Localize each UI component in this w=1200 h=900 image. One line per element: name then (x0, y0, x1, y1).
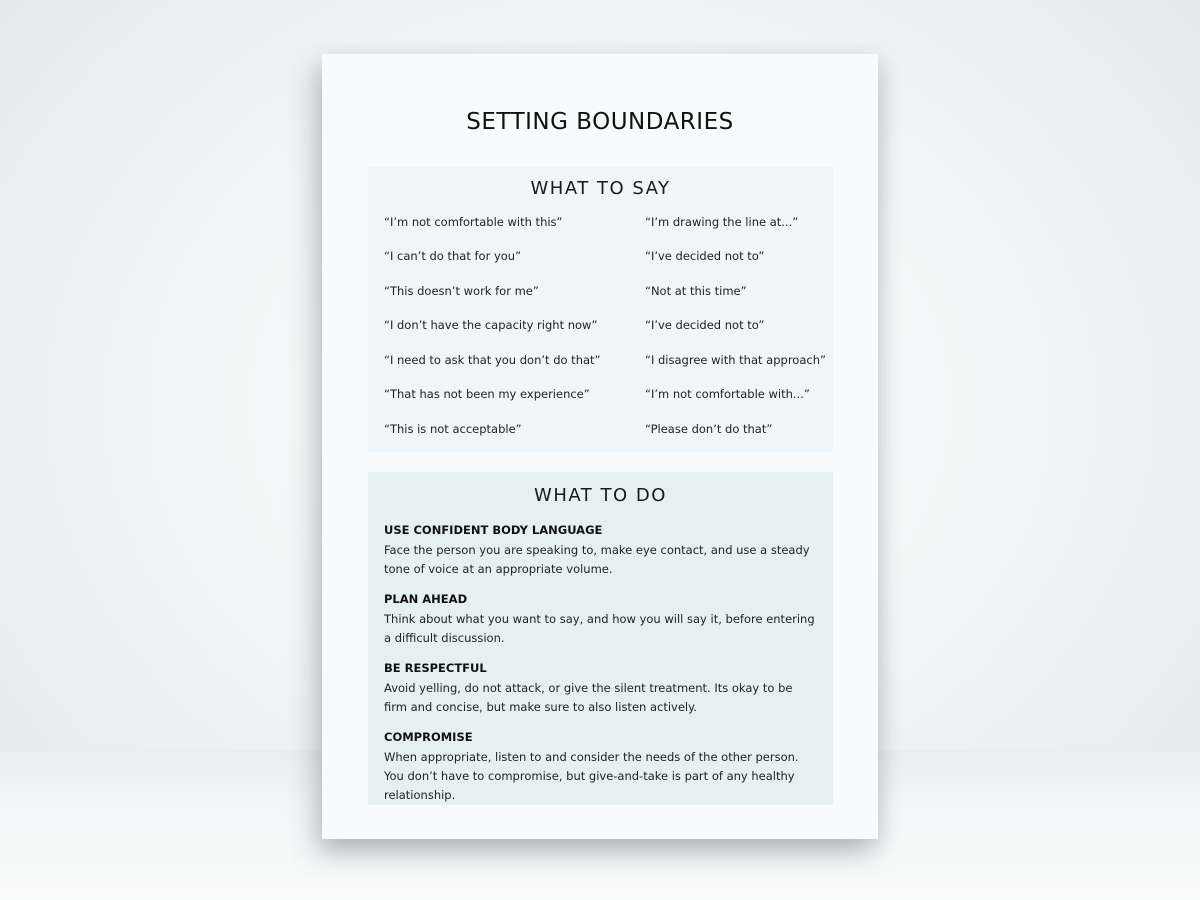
tip-body: Face the person you are speaking to, make eye contact, and use a steady tone of voice at an appropriate volume. (384, 543, 810, 576)
phrase-right-6: “I’m not comfortable with...” (645, 387, 810, 401)
tip-title: BE RESPECTFUL (384, 661, 487, 675)
phrase-right-4: “I’ve decided not to” (645, 318, 765, 332)
tip-plan-ahead (384, 592, 816, 648)
phrase-left-2: “I can’t do that for you” (384, 249, 522, 263)
tip-body: Avoid yelling, do not attack, or give the silent treatment. Its okay to be firm and concise, but make sure to also listen actively. (384, 681, 793, 714)
tip-be-respectful (384, 661, 816, 717)
what-to-do-heading: WHAT TO DO (534, 485, 667, 506)
phrase-left-1: “I’m not comfortable with this” (384, 215, 563, 229)
phrase-right-5: “I disagree with that approach” (645, 353, 826, 367)
tip-body: When appropriate, listen to and consider the needs of the other person. You don’t have to compromise, but give-and-take is part of any healthy relationship. (384, 750, 799, 802)
tip-title: COMPROMISE (384, 730, 473, 744)
phrase-left-6: “That has not been my experience” (384, 387, 590, 401)
page-title: SETTING BOUNDARIES (466, 109, 734, 135)
phrase-right-2: “I’ve decided not to” (645, 249, 765, 263)
tip-body: Think about what you want to say, and how you will say it, before entering a difficult discussion. (384, 612, 815, 645)
phrase-right-7: “Please don’t do that” (645, 422, 773, 436)
phrase-right-3: “Not at this time” (645, 284, 747, 298)
worksheet-page (322, 54, 878, 839)
phrase-left-7: “This is not acceptable” (384, 422, 522, 436)
tip-title: PLAN AHEAD (384, 592, 468, 606)
phrase-left-3: “This doesn’t work for me” (384, 284, 539, 298)
tip-title: USE CONFIDENT BODY LANGUAGE (384, 523, 603, 537)
tip-body-language (384, 523, 816, 579)
what-to-say-panel (368, 167, 833, 452)
tip-compromise (384, 730, 816, 805)
what-to-do-panel (368, 472, 833, 805)
phrase-right-1: “I’m drawing the line at...” (645, 215, 799, 229)
phrase-left-4: “I don’t have the capacity right now” (384, 318, 598, 332)
what-to-say-heading: WHAT TO SAY (530, 178, 671, 199)
phrase-left-5: “I need to ask that you don’t do that” (384, 353, 601, 367)
